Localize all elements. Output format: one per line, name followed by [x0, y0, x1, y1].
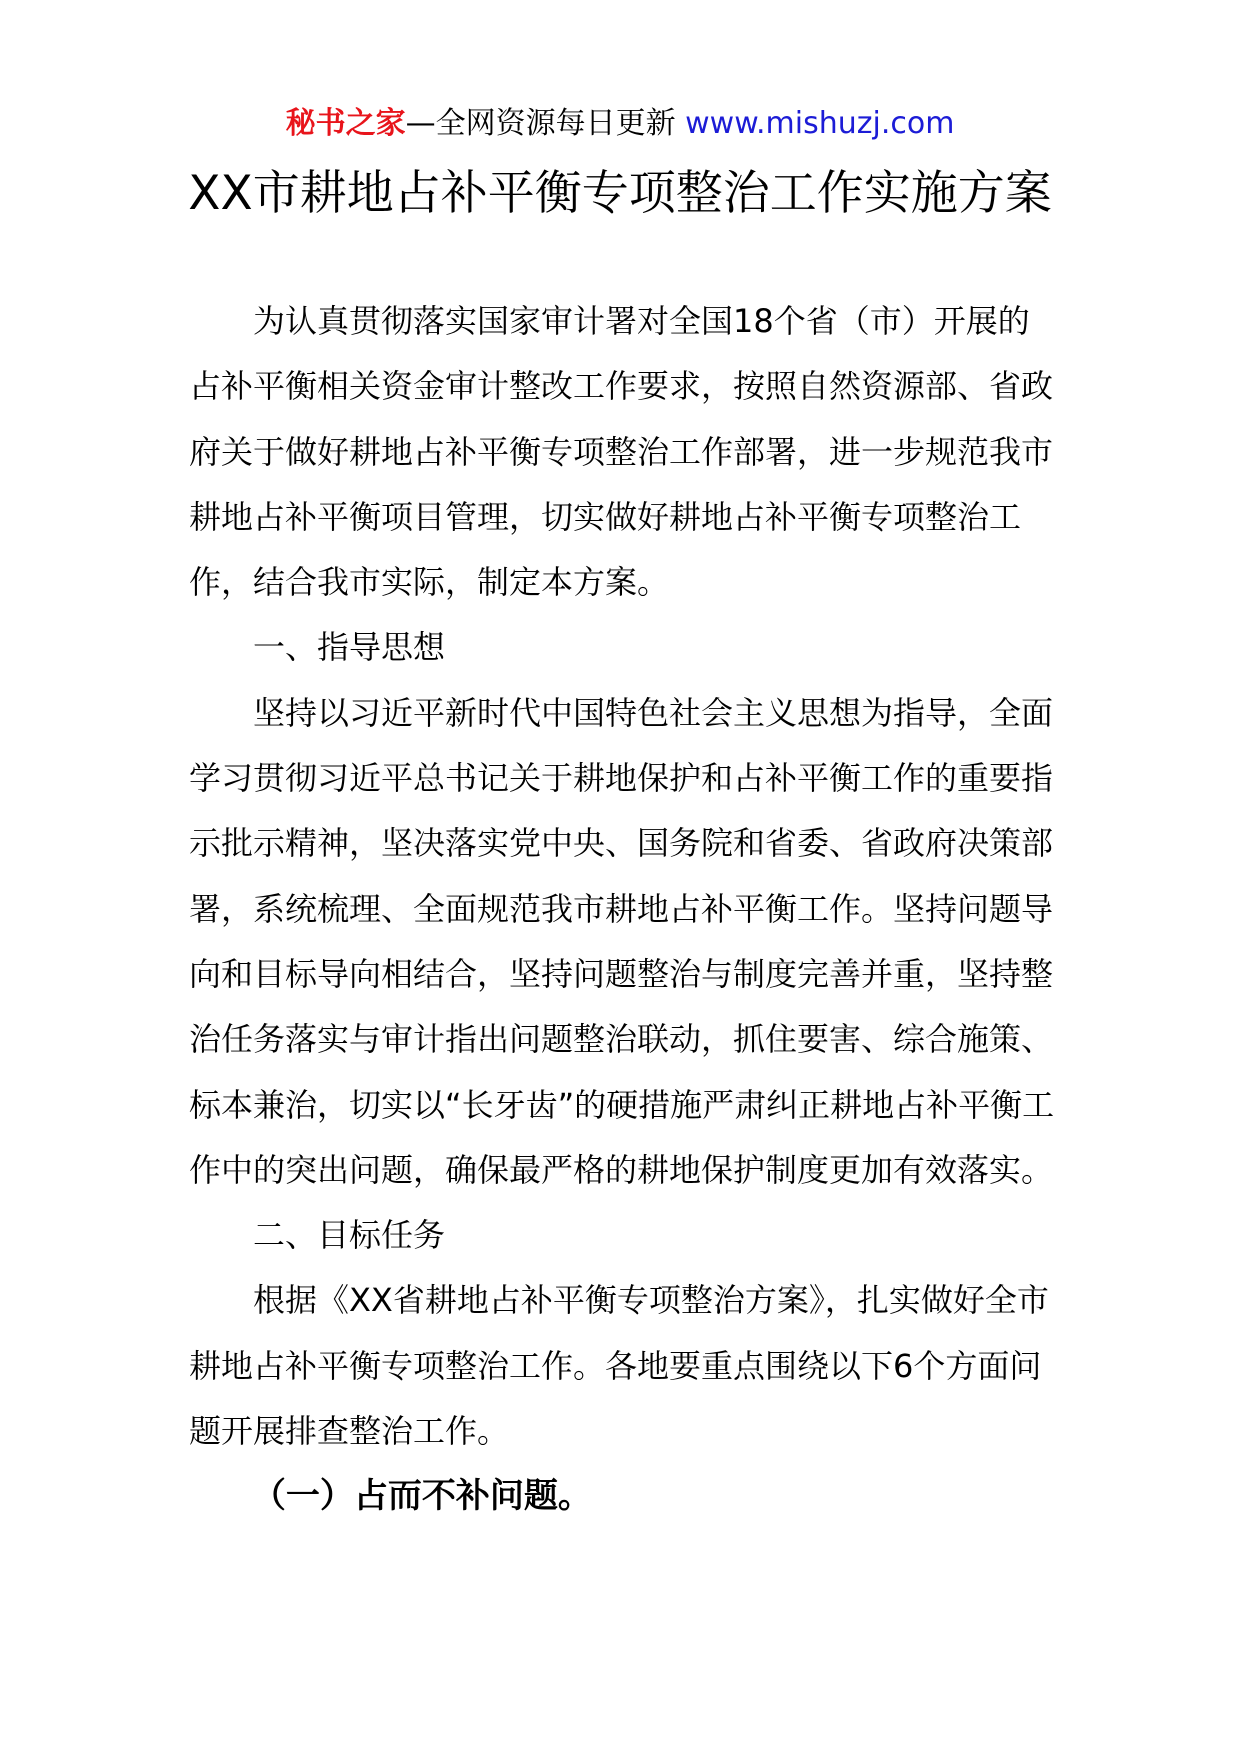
subsection-heading-occupy-without-compensation: （一）占而不补问题。 — [251, 1476, 592, 1517]
document-body — [189, 289, 1059, 1530]
goals-tasks-paragraph: 根据《XX省耕地占补平衡专项整治方案》，扎实做好全市耕地占补平衡专项整治工作。各地要重点围绕以下6个方面问题开展排查整治工作。 — [189, 1281, 1049, 1451]
intro-paragraph: 为认真贯彻落实国家审计署对全国18个省（市）开展的占补平衡相关资金审计整改工作要求，按照自然资源部、省政府关于做好耕地占补平衡专项整治工作部署，进一步规范我市耕地占补平衡项目管理，切实做好耕地占补平衡专项整治工作，结合我市实际，制定本方案。 — [189, 302, 1054, 602]
document-title: XX市耕地占补平衡专项整治工作实施方案 — [188, 166, 1052, 221]
section-heading-guiding-ideology: 一、指导思想 — [253, 628, 446, 667]
banner-slogan: —全网资源每日更新 — [405, 106, 686, 141]
site-url-link[interactable]: www.mishuzj.com — [685, 106, 955, 141]
brand-name: 秘书之家 — [285, 106, 406, 141]
section-heading-goals-tasks: 二、目标任务 — [253, 1216, 446, 1255]
guiding-ideology-paragraph: 坚持以习近平新时代中国特色社会主义思想为指导，全面学习贯彻习近平总书记关于耕地保护和占补平衡工作的重要指示批示精神，坚决落实党中央、国务院和省委、省政府决策部署，系统梳理、全面规范我市耕地占补平衡工作。坚持问题导向和目标导向相结合，坚持问题整治与制度完善并重，坚持整治任务落实与审计指出问题整治联动，抓住要害、综合施策、标本兼治，切实以“长牙齿”的硬措施严肃纠正耕地占补平衡工作中的突出问题，确保最严格的耕地保护制度更加有效落实。 — [189, 693, 1055, 1189]
site-banner — [0, 104, 1240, 144]
